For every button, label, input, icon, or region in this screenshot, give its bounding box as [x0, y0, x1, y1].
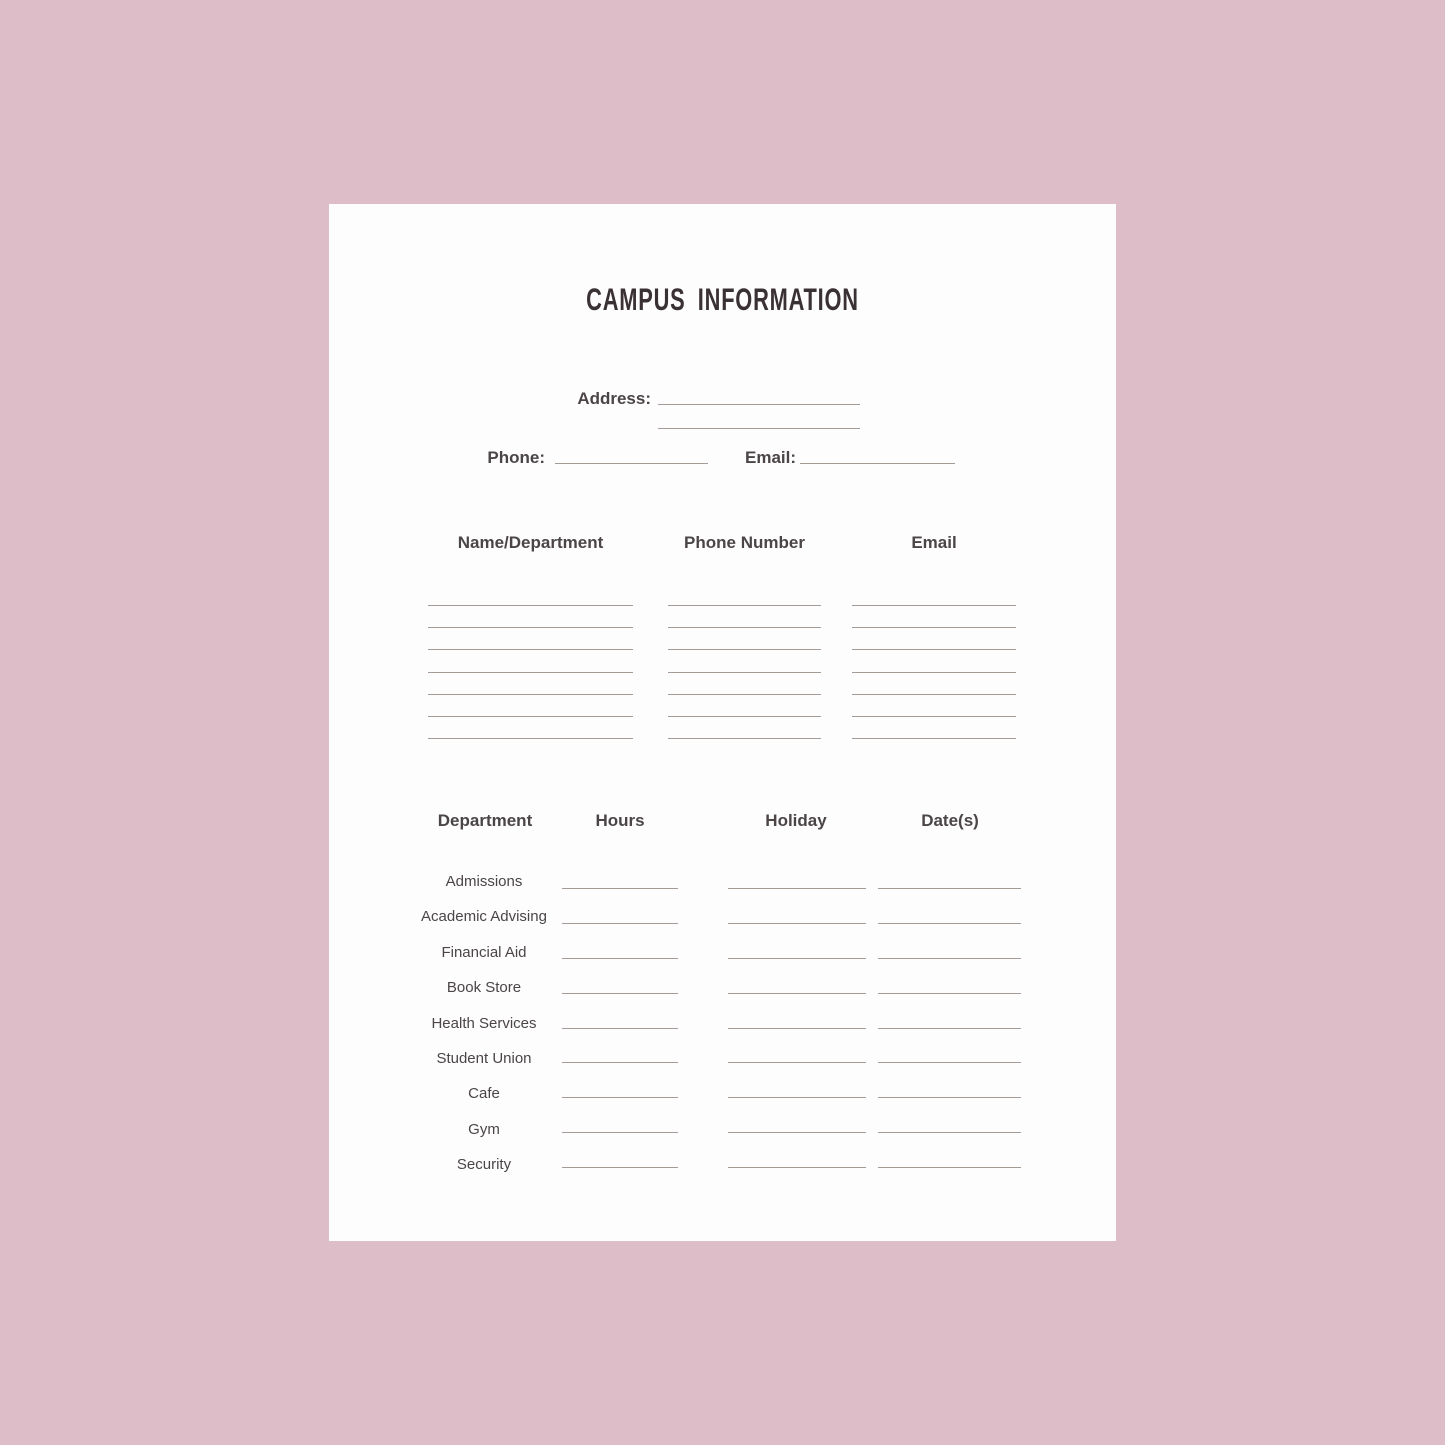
email-column-field[interactable] — [852, 605, 1016, 606]
phone-field[interactable] — [555, 463, 708, 464]
department-label: Security — [456, 1156, 512, 1174]
name-department-field[interactable] — [428, 649, 633, 650]
department-label: Gym — [468, 1120, 500, 1138]
department-label: Cafe — [468, 1085, 500, 1103]
email-column-field[interactable] — [852, 649, 1016, 650]
dates-field[interactable] — [878, 1167, 1021, 1168]
department-label: Admissions — [445, 873, 523, 890]
holiday-field[interactable] — [728, 1167, 866, 1168]
phone-number-field[interactable] — [668, 738, 821, 739]
department-label-column — [399, 864, 569, 1183]
hours-header-department: Department — [437, 811, 533, 830]
hours-field[interactable] — [562, 888, 678, 889]
dates-field[interactable] — [878, 1097, 1021, 1098]
name-department-field[interactable] — [428, 738, 633, 739]
page-title: CAMPUS INFORMATION — [586, 282, 859, 317]
hours-header-dates: Date(s) — [921, 811, 979, 830]
phone-label: Phone: — [487, 448, 545, 467]
name-department-field[interactable] — [428, 627, 633, 628]
directory-name-department-column — [428, 605, 633, 760]
dates-field[interactable] — [878, 1062, 1021, 1063]
phone-number-field[interactable] — [668, 694, 821, 695]
holiday-field[interactable] — [728, 888, 866, 889]
dates-field[interactable] — [878, 993, 1021, 994]
holiday-field[interactable] — [728, 923, 866, 924]
dates-field[interactable] — [878, 1132, 1021, 1133]
name-department-field[interactable] — [428, 605, 633, 606]
holiday-field[interactable] — [728, 993, 866, 994]
directory-header-name-department: Name/Department — [457, 533, 604, 552]
holiday-field[interactable] — [728, 958, 866, 959]
dates-field[interactable] — [878, 1028, 1021, 1029]
hours-header-holiday: Holiday — [765, 811, 827, 830]
hours-field[interactable] — [562, 1062, 678, 1063]
address-label: Address: — [577, 389, 651, 408]
name-department-field[interactable] — [428, 694, 633, 695]
hours-field[interactable] — [562, 993, 678, 994]
email-column-field[interactable] — [852, 716, 1016, 717]
hours-field[interactable] — [562, 1132, 678, 1133]
email-column-field[interactable] — [852, 627, 1016, 628]
email-label: Email: — [745, 448, 797, 467]
dates-field[interactable] — [878, 958, 1021, 959]
directory-header-email: Email — [911, 533, 957, 552]
holiday-field[interactable] — [728, 1062, 866, 1063]
email-column-field[interactable] — [852, 738, 1016, 739]
department-label: Academic Advising — [421, 908, 547, 926]
holiday-fields-column — [728, 888, 866, 1202]
email-field[interactable] — [800, 463, 955, 464]
hours-field[interactable] — [562, 1028, 678, 1029]
name-department-field[interactable] — [428, 672, 633, 673]
phone-number-field[interactable] — [668, 672, 821, 673]
hours-field[interactable] — [562, 923, 678, 924]
dates-field[interactable] — [878, 888, 1021, 889]
phone-number-field[interactable] — [668, 649, 821, 650]
hours-fields-column — [562, 888, 678, 1202]
department-label: Student Union — [436, 1049, 532, 1067]
hours-field[interactable] — [562, 1167, 678, 1168]
holiday-field[interactable] — [728, 1097, 866, 1098]
directory-phone-number-column — [668, 605, 821, 760]
email-column-field[interactable] — [852, 672, 1016, 673]
dates-fields-column — [878, 888, 1021, 1202]
hours-header-hours: Hours — [595, 811, 645, 830]
department-label: Health Services — [431, 1014, 537, 1032]
hours-field[interactable] — [562, 958, 678, 959]
holiday-field[interactable] — [728, 1028, 866, 1029]
directory-header-phone-number: Phone Number — [684, 533, 805, 552]
department-label: Financial Aid — [441, 943, 527, 961]
department-label: Book Store — [446, 979, 522, 997]
name-department-field[interactable] — [428, 716, 633, 717]
address-line-1-field[interactable] — [658, 404, 860, 405]
holiday-field[interactable] — [728, 1132, 866, 1133]
phone-number-field[interactable] — [668, 716, 821, 717]
directory-email-column — [852, 605, 1016, 760]
email-column-field[interactable] — [852, 694, 1016, 695]
phone-number-field[interactable] — [668, 627, 821, 628]
form-page — [329, 204, 1116, 1241]
dates-field[interactable] — [878, 923, 1021, 924]
phone-number-field[interactable] — [668, 605, 821, 606]
hours-field[interactable] — [562, 1097, 678, 1098]
address-line-2-field[interactable] — [658, 428, 860, 429]
